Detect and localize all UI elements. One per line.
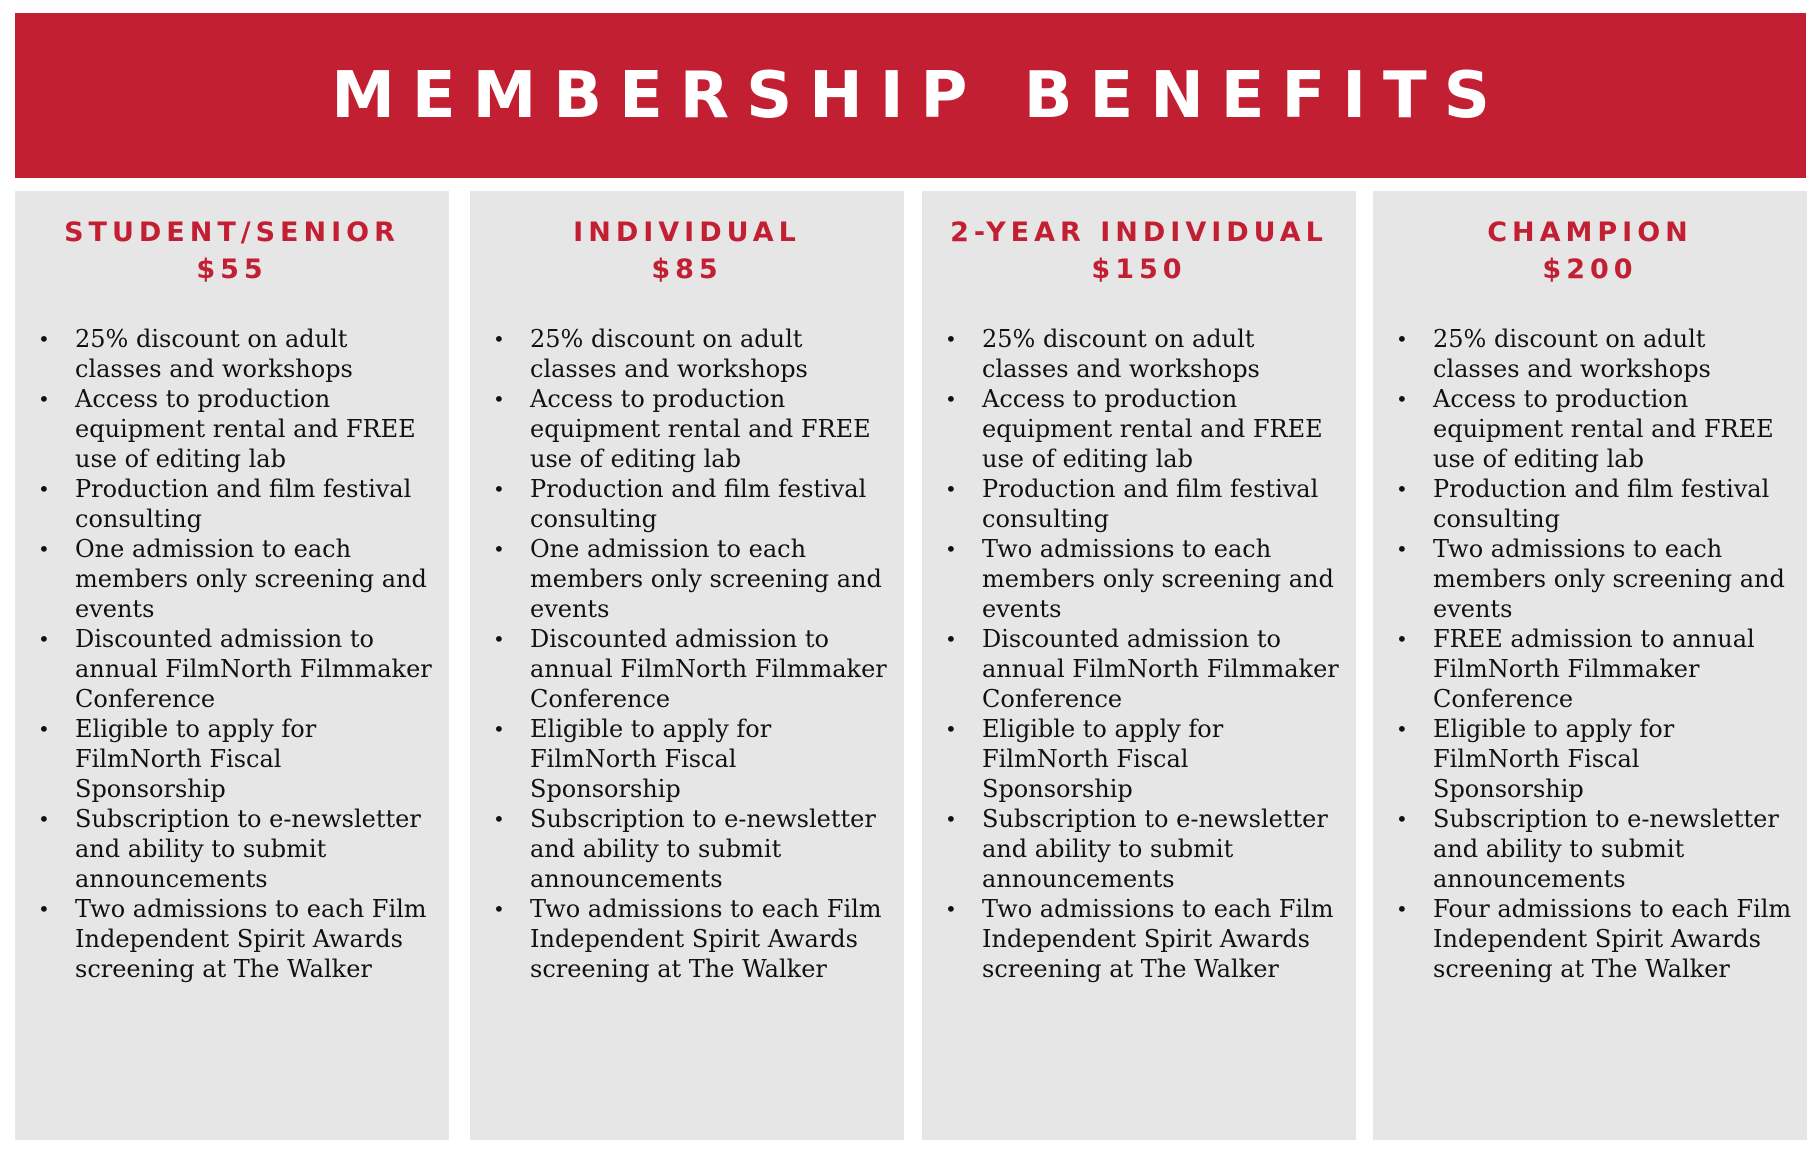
benefit-text: Discounted admission to annual FilmNorth Filmmaker Conference bbox=[982, 625, 1339, 713]
bullet-icon: • bbox=[493, 327, 505, 351]
benefit-list bbox=[922, 324, 1356, 984]
bullet-icon: • bbox=[38, 387, 50, 411]
benefit-text: FREE admission to annual FilmNorth Filmmaker Conference bbox=[1433, 625, 1755, 713]
benefit-text: One admission to each members only screening and events bbox=[75, 535, 427, 623]
bullet-icon: • bbox=[945, 387, 957, 411]
benefit-item bbox=[945, 384, 1346, 474]
benefit-text: 25% discount on adult classes and workshops bbox=[530, 325, 808, 383]
benefit-text: Discounted admission to annual FilmNorth Filmmaker Conference bbox=[530, 625, 887, 713]
tier-price: $200 bbox=[1542, 254, 1638, 285]
tier-column-champion bbox=[1373, 191, 1807, 1140]
benefit-text: Two admissions to each Film Independent Spirit Awards screening at The Walker bbox=[75, 895, 427, 983]
bullet-icon: • bbox=[945, 717, 957, 741]
benefit-text: 25% discount on adult classes and workshops bbox=[982, 325, 1260, 383]
benefit-item bbox=[38, 474, 439, 534]
bullet-icon: • bbox=[945, 807, 957, 831]
bullet-icon: • bbox=[945, 627, 957, 651]
benefit-item bbox=[493, 624, 894, 714]
benefit-text: Subscription to e-newsletter and ability to submit announcements bbox=[530, 805, 876, 893]
bullet-icon: • bbox=[945, 897, 957, 921]
bullet-icon: • bbox=[38, 897, 50, 921]
page-title: MEMBERSHIP BENEFITS bbox=[331, 58, 1507, 133]
tier-title: CHAMPION bbox=[1487, 217, 1693, 248]
bullet-icon: • bbox=[38, 537, 50, 561]
bullet-icon: • bbox=[38, 327, 50, 351]
benefit-text: Eligible to apply for FilmNorth Fiscal Sponsorship bbox=[75, 715, 317, 803]
benefit-text: Two admissions to each Film Independent Spirit Awards screening at The Walker bbox=[530, 895, 882, 983]
benefit-item bbox=[1396, 384, 1797, 474]
bullet-icon: • bbox=[1396, 897, 1408, 921]
benefit-item bbox=[945, 804, 1346, 894]
bullet-icon: • bbox=[493, 717, 505, 741]
benefit-text: Subscription to e-newsletter and ability to submit announcements bbox=[75, 805, 421, 893]
bullet-icon: • bbox=[1396, 717, 1408, 741]
bullet-icon: • bbox=[493, 807, 505, 831]
benefit-item bbox=[38, 714, 439, 804]
benefit-item bbox=[38, 804, 439, 894]
benefit-item bbox=[38, 534, 439, 624]
bullet-icon: • bbox=[1396, 477, 1408, 501]
benefit-text: Production and film festival consulting bbox=[982, 475, 1319, 533]
bullet-icon: • bbox=[493, 537, 505, 561]
benefit-text: Production and film festival consulting bbox=[530, 475, 867, 533]
bullet-icon: • bbox=[38, 807, 50, 831]
benefit-item bbox=[493, 384, 894, 474]
benefit-text: One admission to each members only screening and events bbox=[530, 535, 882, 623]
benefit-text: Production and film festival consulting bbox=[1433, 475, 1770, 533]
bullet-icon: • bbox=[493, 477, 505, 501]
benefit-item bbox=[1396, 804, 1797, 894]
benefit-text: Eligible to apply for FilmNorth Fiscal Sponsorship bbox=[530, 715, 772, 803]
bullet-icon: • bbox=[1396, 537, 1408, 561]
bullet-icon: • bbox=[38, 717, 50, 741]
benefit-item bbox=[38, 384, 439, 474]
bullet-icon: • bbox=[493, 387, 505, 411]
benefit-text: Access to production equipment rental and FREE use of editing lab bbox=[75, 385, 416, 473]
bullet-icon: • bbox=[945, 537, 957, 561]
tier-column-individual bbox=[470, 191, 904, 1140]
benefit-text: Two admissions to each members only screening and events bbox=[1433, 535, 1785, 623]
benefit-text: Subscription to e-newsletter and ability to submit announcements bbox=[1433, 805, 1779, 893]
benefit-text: Access to production equipment rental and FREE use of editing lab bbox=[530, 385, 871, 473]
benefit-item bbox=[1396, 714, 1797, 804]
benefit-item bbox=[493, 474, 894, 534]
benefit-list bbox=[1373, 324, 1807, 984]
benefit-text: 25% discount on adult classes and workshops bbox=[75, 325, 353, 383]
header-banner bbox=[15, 13, 1806, 178]
benefit-text: Two admissions to each Film Independent Spirit Awards screening at The Walker bbox=[982, 895, 1334, 983]
tier-price: $55 bbox=[196, 254, 268, 285]
tier-column-2-year-individual bbox=[922, 191, 1356, 1140]
benefit-text: 25% discount on adult classes and workshops bbox=[1433, 325, 1711, 383]
benefit-item bbox=[945, 534, 1346, 624]
benefit-list bbox=[15, 324, 449, 984]
benefit-item bbox=[945, 714, 1346, 804]
tier-title: 2-YEAR INDIVIDUAL bbox=[950, 217, 1328, 248]
tier-title: INDIVIDUAL bbox=[573, 217, 801, 248]
bullet-icon: • bbox=[493, 627, 505, 651]
benefit-text: Two admissions to each members only screening and events bbox=[982, 535, 1334, 623]
benefit-list bbox=[470, 324, 904, 984]
benefit-item bbox=[945, 624, 1346, 714]
benefit-item bbox=[1396, 474, 1797, 534]
benefit-text: Eligible to apply for FilmNorth Fiscal Sponsorship bbox=[1433, 715, 1675, 803]
bullet-icon: • bbox=[945, 477, 957, 501]
benefit-text: Access to production equipment rental and FREE use of editing lab bbox=[982, 385, 1323, 473]
benefit-item bbox=[945, 894, 1346, 984]
bullet-icon: • bbox=[1396, 627, 1408, 651]
benefit-text: Eligible to apply for FilmNorth Fiscal Sponsorship bbox=[982, 715, 1224, 803]
benefit-item bbox=[1396, 324, 1797, 384]
benefit-text: Production and film festival consulting bbox=[75, 475, 412, 533]
bullet-icon: • bbox=[38, 477, 50, 501]
benefit-item bbox=[493, 714, 894, 804]
bullet-icon: • bbox=[1396, 327, 1408, 351]
tier-columns bbox=[15, 191, 1806, 1140]
bullet-icon: • bbox=[945, 327, 957, 351]
benefit-item bbox=[493, 534, 894, 624]
bullet-icon: • bbox=[493, 897, 505, 921]
tier-price: $150 bbox=[1091, 254, 1187, 285]
benefit-item bbox=[38, 894, 439, 984]
benefit-item bbox=[493, 804, 894, 894]
benefit-item bbox=[1396, 624, 1797, 714]
bullet-icon: • bbox=[1396, 807, 1408, 831]
benefit-item bbox=[945, 474, 1346, 534]
bullet-icon: • bbox=[1396, 387, 1408, 411]
benefit-item bbox=[38, 324, 439, 384]
benefit-item bbox=[1396, 894, 1797, 984]
benefit-item bbox=[493, 894, 894, 984]
benefit-item bbox=[493, 324, 894, 384]
benefit-item bbox=[1396, 534, 1797, 624]
benefit-text: Discounted admission to annual FilmNorth Filmmaker Conference bbox=[75, 625, 432, 713]
benefit-item bbox=[38, 624, 439, 714]
tier-price: $85 bbox=[651, 254, 723, 285]
benefit-text: Access to production equipment rental and FREE use of editing lab bbox=[1433, 385, 1774, 473]
benefit-item bbox=[945, 324, 1346, 384]
bullet-icon: • bbox=[38, 627, 50, 651]
tier-title: STUDENT/SENIOR bbox=[64, 217, 400, 248]
tier-column-student-senior bbox=[15, 191, 449, 1140]
benefit-text: Subscription to e-newsletter and ability to submit announcements bbox=[982, 805, 1328, 893]
benefit-text: Four admissions to each Film Independent Spirit Awards screening at The Walker bbox=[1433, 895, 1792, 983]
